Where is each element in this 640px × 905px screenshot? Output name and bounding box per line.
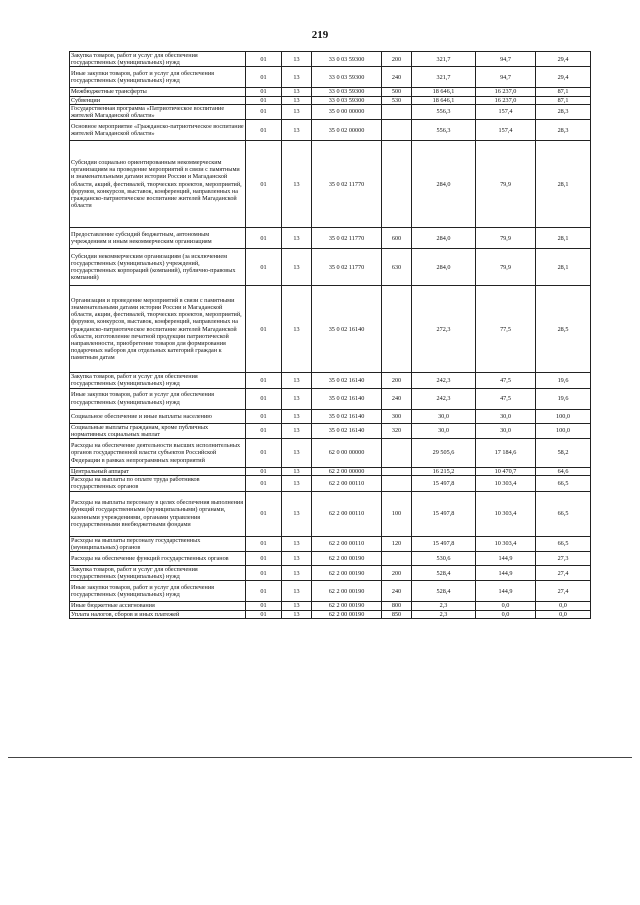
table-row	[70, 104, 591, 119]
table-cell-plan: 284,0	[412, 141, 476, 228]
table-cell-target-article: 62 2 00 00190	[312, 602, 382, 610]
table-cell-expense-type: 850	[382, 610, 412, 618]
table-cell-name: Государственная программа «Патриотическое воспитание жителей Магаданской области»	[70, 104, 246, 119]
table-cell-expense-type: 100	[382, 491, 412, 536]
table-cell-percent: 100,0	[536, 423, 591, 438]
table-cell-section: 01	[246, 88, 282, 96]
table-row	[70, 96, 591, 104]
table-cell-name: Субсидии социально ориентированным некоммерческим организациям на проведение мероприятий в связи с памятными и знаменательными датами истории России и Магаданской области, акций, фестивалей, творческих проектов, мероприятий, форумов, конкурсов, выставок, конференций, направленных на гражданско-патриотическое воспитание жителей Магаданской области	[70, 141, 246, 228]
table-cell-percent: 66,5	[536, 491, 591, 536]
table-cell-section: 01	[246, 409, 282, 423]
table-cell-expense-type: 120	[382, 536, 412, 551]
table-cell-target-article: 35 0 00 00000	[312, 104, 382, 119]
table-cell-expense-type	[382, 476, 412, 491]
table-cell-name: Иные закупки товаров, работ и услуг для обеспечения государственных (муниципальных) нужд	[70, 388, 246, 409]
table-cell-section: 01	[246, 536, 282, 551]
table-row	[70, 602, 591, 610]
table-cell-percent: 28,1	[536, 228, 591, 249]
table-cell-percent: 0,0	[536, 610, 591, 618]
table-cell-section: 01	[246, 120, 282, 141]
table-cell-name: Иные бюджетные ассигнования	[70, 602, 246, 610]
table-cell-actual: 79,9	[476, 249, 536, 286]
table-cell-plan: 29 505,6	[412, 439, 476, 468]
table-cell-percent: 0,0	[536, 602, 591, 610]
table-cell-expense-type: 240	[382, 388, 412, 409]
table-cell-section: 01	[246, 566, 282, 581]
table-cell-percent: 66,5	[536, 536, 591, 551]
budget-table-body	[70, 52, 591, 619]
table-cell-percent: 28,5	[536, 286, 591, 373]
table-cell-plan: 321,7	[412, 67, 476, 88]
table-cell-target-article: 33 0 03 59300	[312, 96, 382, 104]
table-row	[70, 491, 591, 536]
table-cell-plan: 556,3	[412, 104, 476, 119]
table-cell-subsection: 13	[282, 476, 312, 491]
table-cell-section: 01	[246, 96, 282, 104]
table-row	[70, 249, 591, 286]
table-cell-actual: 10 303,4	[476, 536, 536, 551]
table-cell-plan: 30,0	[412, 423, 476, 438]
table-cell-expense-type: 600	[382, 228, 412, 249]
table-cell-target-article: 35 0 02 16140	[312, 388, 382, 409]
table-cell-plan: 30,0	[412, 409, 476, 423]
table-cell-section: 01	[246, 249, 282, 286]
table-cell-section: 01	[246, 423, 282, 438]
table-cell-percent: 87,1	[536, 88, 591, 96]
table-cell-target-article: 35 0 02 11770	[312, 249, 382, 286]
table-cell-actual: 16 237,0	[476, 88, 536, 96]
table-cell-section: 01	[246, 67, 282, 88]
table-cell-subsection: 13	[282, 52, 312, 67]
table-cell-expense-type	[382, 552, 412, 566]
table-cell-subsection: 13	[282, 536, 312, 551]
table-cell-subsection: 13	[282, 228, 312, 249]
table-cell-subsection: 13	[282, 439, 312, 468]
table-cell-section: 01	[246, 52, 282, 67]
table-cell-section: 01	[246, 388, 282, 409]
table-cell-target-article: 35 0 02 11770	[312, 141, 382, 228]
table-cell-subsection: 13	[282, 566, 312, 581]
table-cell-expense-type: 240	[382, 581, 412, 602]
table-row	[70, 67, 591, 88]
table-cell-name: Уплата налогов, сборов и иных платежей	[70, 610, 246, 618]
table-cell-subsection: 13	[282, 96, 312, 104]
table-cell-plan: 16 215,2	[412, 468, 476, 476]
table-cell-section: 01	[246, 286, 282, 373]
table-cell-name: Расходы на обеспечение деятельности высших исполнительных органов государственной власти субъектов Российской Федерации в рамках непрограммных мероприятий	[70, 439, 246, 468]
table-cell-expense-type: 800	[382, 602, 412, 610]
table-cell-subsection: 13	[282, 141, 312, 228]
table-cell-actual: 157,4	[476, 120, 536, 141]
table-cell-name: Предоставление субсидий бюджетным, автономным учреждениям и иным некоммерческим организациям	[70, 228, 246, 249]
table-cell-actual: 30,0	[476, 409, 536, 423]
table-cell-percent: 19,6	[536, 373, 591, 388]
table-cell-percent: 28,1	[536, 141, 591, 228]
table-cell-name: Социальные выплаты гражданам, кроме публичных нормативных социальных выплат	[70, 423, 246, 438]
table-cell-percent: 100,0	[536, 409, 591, 423]
table-row	[70, 141, 591, 228]
table-cell-actual: 10 470,7	[476, 468, 536, 476]
table-cell-target-article: 33 0 03 59300	[312, 88, 382, 96]
table-cell-percent: 28,1	[536, 249, 591, 286]
table-cell-plan: 284,0	[412, 228, 476, 249]
table-cell-target-article: 35 0 02 00000	[312, 120, 382, 141]
table-cell-expense-type	[382, 120, 412, 141]
table-cell-section: 01	[246, 373, 282, 388]
table-row	[70, 610, 591, 618]
table-cell-subsection: 13	[282, 409, 312, 423]
table-cell-name: Субсидии некоммерческим организациям (за исключением государственных (муниципальных) учреждений, государственных корпораций (компаний), публично-правовых компаний)	[70, 249, 246, 286]
table-row	[70, 439, 591, 468]
table-cell-target-article: 35 0 02 11770	[312, 228, 382, 249]
table-row	[70, 88, 591, 96]
table-cell-subsection: 13	[282, 468, 312, 476]
table-cell-percent: 27,3	[536, 552, 591, 566]
table-cell-expense-type: 630	[382, 249, 412, 286]
table-cell-section: 01	[246, 581, 282, 602]
table-cell-expense-type	[382, 104, 412, 119]
table-cell-target-article: 35 0 02 16140	[312, 423, 382, 438]
table-cell-actual: 144,9	[476, 552, 536, 566]
table-cell-section: 01	[246, 602, 282, 610]
table-row	[70, 373, 591, 388]
table-cell-plan: 284,0	[412, 249, 476, 286]
table-cell-plan: 528,4	[412, 566, 476, 581]
table-cell-actual: 16 237,0	[476, 96, 536, 104]
table-cell-expense-type: 500	[382, 88, 412, 96]
table-cell-plan: 2,3	[412, 610, 476, 618]
table-cell-subsection: 13	[282, 552, 312, 566]
table-cell-name: Закупка товаров, работ и услуг для обеспечения государственных (муниципальных) нужд	[70, 52, 246, 67]
table-cell-percent: 28,3	[536, 120, 591, 141]
table-cell-actual: 144,9	[476, 581, 536, 602]
table-cell-subsection: 13	[282, 67, 312, 88]
table-cell-name: Социальное обеспечение и иные выплаты населению	[70, 409, 246, 423]
table-cell-percent: 64,6	[536, 468, 591, 476]
table-cell-plan: 2,3	[412, 602, 476, 610]
table-cell-name: Организация и проведение мероприятий в связи с памятными знаменательными датами истории России и Магаданской области, акции, фестивалей, творческих проектов, мероприятий, форумов, конкурсов, выставок, конференций, направленных на гражданско-патриотическое воспитание жителей Магаданской области, изготовление печатной продукции патриотической направленности, приобретение товаров для формирования подарочных наборов для отдельных категорий граждан к памятным датам	[70, 286, 246, 373]
table-cell-actual: 77,5	[476, 286, 536, 373]
table-cell-plan: 18 646,1	[412, 96, 476, 104]
table-cell-actual: 79,9	[476, 141, 536, 228]
table-cell-actual: 30,0	[476, 423, 536, 438]
table-cell-subsection: 13	[282, 120, 312, 141]
table-cell-actual: 47,5	[476, 373, 536, 388]
table-cell-expense-type: 530	[382, 96, 412, 104]
table-cell-name: Закупка товаров, работ и услуг для обеспечения государственных (муниципальных) нужд	[70, 566, 246, 581]
table-cell-section: 01	[246, 476, 282, 491]
budget-table	[69, 51, 591, 619]
table-cell-actual: 47,5	[476, 388, 536, 409]
table-cell-name: Иные закупки товаров, работ и услуг для обеспечения государственных (муниципальных) нужд	[70, 581, 246, 602]
table-cell-plan: 321,7	[412, 52, 476, 67]
table-cell-target-article: 62 0 00 00000	[312, 439, 382, 468]
table-cell-section: 01	[246, 468, 282, 476]
table-cell-expense-type: 200	[382, 566, 412, 581]
table-cell-subsection: 13	[282, 286, 312, 373]
table-row	[70, 120, 591, 141]
table-row	[70, 552, 591, 566]
table-cell-expense-type: 300	[382, 409, 412, 423]
table-cell-subsection: 13	[282, 423, 312, 438]
table-row	[70, 52, 591, 67]
table-cell-plan: 530,6	[412, 552, 476, 566]
table-cell-name: Расходы на выплаты персоналу государственных (муниципальных) органов	[70, 536, 246, 551]
table-cell-target-article: 62 2 00 00190	[312, 566, 382, 581]
table-cell-actual: 144,9	[476, 566, 536, 581]
table-cell-percent: 66,5	[536, 476, 591, 491]
table-row	[70, 423, 591, 438]
table-cell-target-article: 62 2 00 00190	[312, 610, 382, 618]
table-cell-subsection: 13	[282, 249, 312, 286]
table-cell-percent: 29,4	[536, 52, 591, 67]
table-row	[70, 476, 591, 491]
table-cell-expense-type	[382, 286, 412, 373]
table-cell-name: Основное мероприятие «Гражданско-патриотическое воспитание жителей Магаданской области»	[70, 120, 246, 141]
table-cell-plan: 15 497,8	[412, 536, 476, 551]
table-cell-section: 01	[246, 552, 282, 566]
table-cell-actual: 17 184,6	[476, 439, 536, 468]
table-row	[70, 286, 591, 373]
table-cell-actual: 10 303,4	[476, 491, 536, 536]
table-cell-target-article: 35 0 02 16140	[312, 409, 382, 423]
table-cell-target-article: 62 2 00 00000	[312, 468, 382, 476]
table-row	[70, 409, 591, 423]
table-cell-percent: 27,4	[536, 566, 591, 581]
table-cell-percent: 28,3	[536, 104, 591, 119]
table-cell-plan: 242,3	[412, 388, 476, 409]
table-cell-actual: 0,0	[476, 610, 536, 618]
table-cell-target-article: 62 2 00 00190	[312, 552, 382, 566]
table-row	[70, 581, 591, 602]
table-cell-name: Расходы на выплаты персоналу в целях обеспечения выполнения функций государственными (муниципальными) органами, казенными учреждениями, органами управления государственными внебюджетными фондами	[70, 491, 246, 536]
table-cell-target-article: 62 2 00 00190	[312, 581, 382, 602]
table-cell-section: 01	[246, 610, 282, 618]
table-cell-subsection: 13	[282, 581, 312, 602]
table-cell-plan: 15 497,8	[412, 476, 476, 491]
table-cell-expense-type: 200	[382, 52, 412, 67]
table-cell-target-article: 35 0 02 16140	[312, 286, 382, 373]
table-cell-target-article: 33 0 03 59300	[312, 67, 382, 88]
table-cell-target-article: 62 2 00 00110	[312, 536, 382, 551]
table-cell-subsection: 13	[282, 610, 312, 618]
table-cell-target-article: 62 2 00 00110	[312, 476, 382, 491]
table-cell-expense-type: 320	[382, 423, 412, 438]
table-row	[70, 388, 591, 409]
table-cell-name: Расходы на обеспечение функций государственных органов	[70, 552, 246, 566]
table-cell-actual: 0,0	[476, 602, 536, 610]
table-cell-section: 01	[246, 491, 282, 536]
table-cell-subsection: 13	[282, 373, 312, 388]
table-cell-name: Субвенции	[70, 96, 246, 104]
table-cell-percent: 19,6	[536, 388, 591, 409]
table-cell-expense-type	[382, 141, 412, 228]
table-row	[70, 566, 591, 581]
table-cell-actual: 94,7	[476, 52, 536, 67]
table-row	[70, 228, 591, 249]
table-cell-plan: 556,3	[412, 120, 476, 141]
table-cell-expense-type: 200	[382, 373, 412, 388]
table-cell-actual: 10 303,4	[476, 476, 536, 491]
table-cell-expense-type	[382, 468, 412, 476]
table-cell-subsection: 13	[282, 104, 312, 119]
table-cell-expense-type: 240	[382, 67, 412, 88]
table-cell-section: 01	[246, 104, 282, 119]
table-cell-expense-type	[382, 439, 412, 468]
table-cell-target-article: 62 2 00 00110	[312, 491, 382, 536]
table-cell-subsection: 13	[282, 602, 312, 610]
table-cell-name: Иные закупки товаров, работ и услуг для обеспечения государственных (муниципальных) нужд	[70, 67, 246, 88]
table-cell-percent: 27,4	[536, 581, 591, 602]
table-cell-section: 01	[246, 228, 282, 249]
table-cell-subsection: 13	[282, 491, 312, 536]
table-cell-section: 01	[246, 141, 282, 228]
page-number: 219	[311, 29, 329, 41]
table-cell-name: Расходы на выплаты по оплате труда работников государственных органов	[70, 476, 246, 491]
table-cell-actual: 157,4	[476, 104, 536, 119]
table-cell-name: Центральный аппарат	[70, 468, 246, 476]
table-cell-plan: 15 497,8	[412, 491, 476, 536]
table-cell-section: 01	[246, 439, 282, 468]
table-cell-subsection: 13	[282, 388, 312, 409]
table-cell-actual: 94,7	[476, 67, 536, 88]
table-row	[70, 536, 591, 551]
table-cell-actual: 79,9	[476, 228, 536, 249]
table-cell-plan: 18 646,1	[412, 88, 476, 96]
table-cell-plan: 242,3	[412, 373, 476, 388]
table-cell-percent: 58,2	[536, 439, 591, 468]
table-cell-subsection: 13	[282, 88, 312, 96]
table-cell-name: Межбюджетные трансферты	[70, 88, 246, 96]
table-cell-percent: 87,1	[536, 96, 591, 104]
page-bottom-rule	[8, 757, 632, 758]
table-cell-plan: 272,3	[412, 286, 476, 373]
table-cell-percent: 29,4	[536, 67, 591, 88]
table-cell-target-article: 35 0 02 16140	[312, 373, 382, 388]
table-cell-name: Закупка товаров, работ и услуг для обеспечения государственных (муниципальных) нужд	[70, 373, 246, 388]
table-row	[70, 468, 591, 476]
table-cell-target-article: 33 0 03 59300	[312, 52, 382, 67]
table-cell-plan: 528,4	[412, 581, 476, 602]
